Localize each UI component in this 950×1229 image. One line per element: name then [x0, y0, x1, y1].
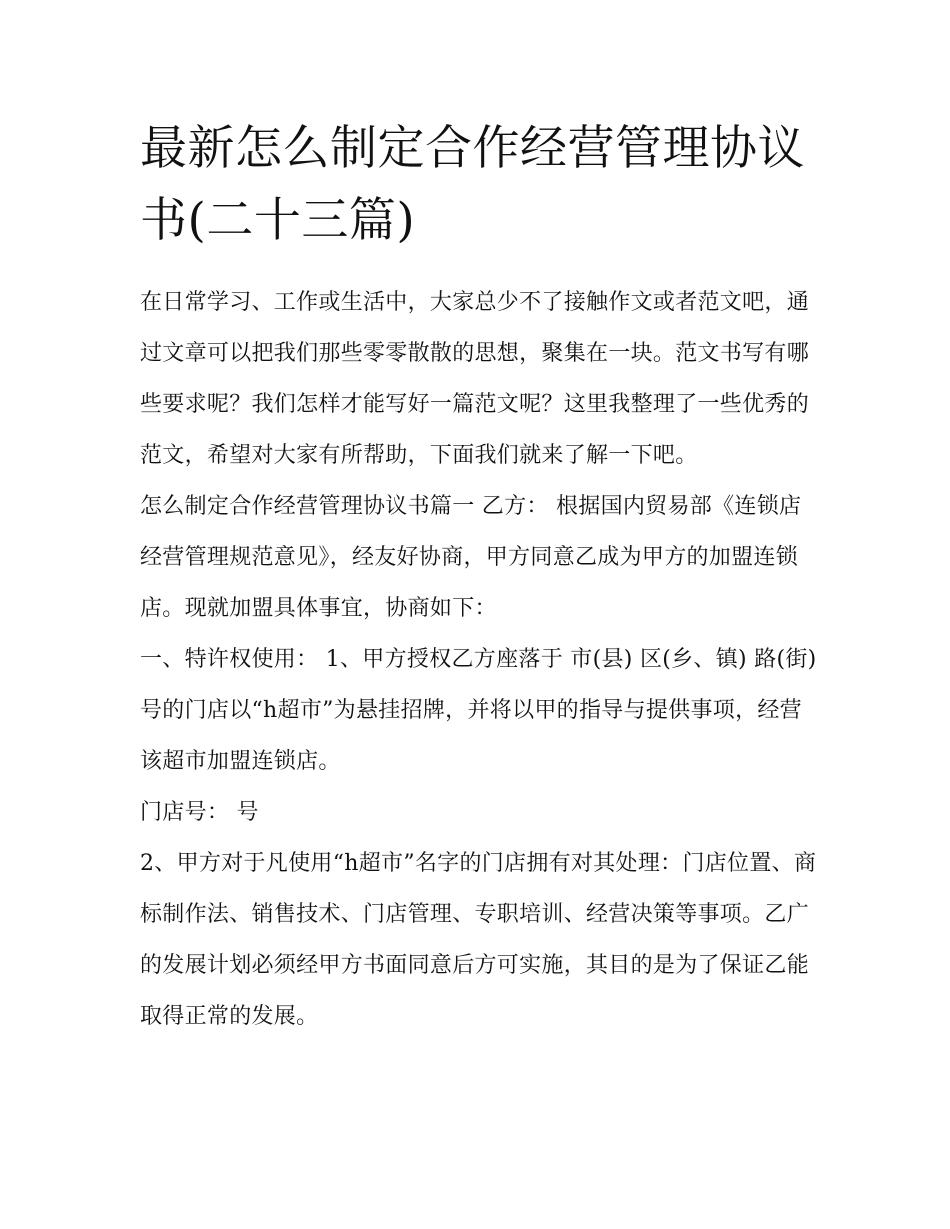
- store-number-paragraph: 门店号： 号: [140, 800, 259, 825]
- intro-paragraph: 在日常学习、工作或生活中，大家总少不了接触作文或者范文吧，通过文章可以把我们那些零零散散的思想，聚集在一块。范文书写有哪些要求呢？我们怎样才能写好一篇范文呢？这里我整理了一些优秀的范文，希望对大家有所帮助，下面我们就来了解一下吧。: [140, 290, 810, 468]
- clause-1-paragraph: 一、特许权使用： 1、甲方授权乙方座落于 市(县) 区(乡、镇) 路(街) 号的门店以“h超市”为悬挂招牌，并将以甲的指导与提供事项，经营该超市加盟连锁店。: [140, 647, 817, 774]
- section-one-paragraph: 怎么制定合作经营管理协议书篇一 乙方： 根据国内贸易部《连锁店经营管理规范意见》，经友好协商，甲方同意乙成为甲方的加盟连锁店。现就加盟具体事宜，协商如下：: [140, 494, 802, 621]
- document-body: [140, 277, 822, 1042]
- document-title: 最新怎么制定合作经营管理协议书(二十三篇): [140, 121, 805, 248]
- clause-2-paragraph: 2、甲方对于凡使用“h超市”名字的门店拥有对其处理：门店位置、商标制作法、销售技术、门店管理、专职培训、经营决策等事项。乙广的发展计划必须经甲方书面同意后方可实施，其目的是为了保证乙能取得正常的发展。: [140, 851, 817, 1029]
